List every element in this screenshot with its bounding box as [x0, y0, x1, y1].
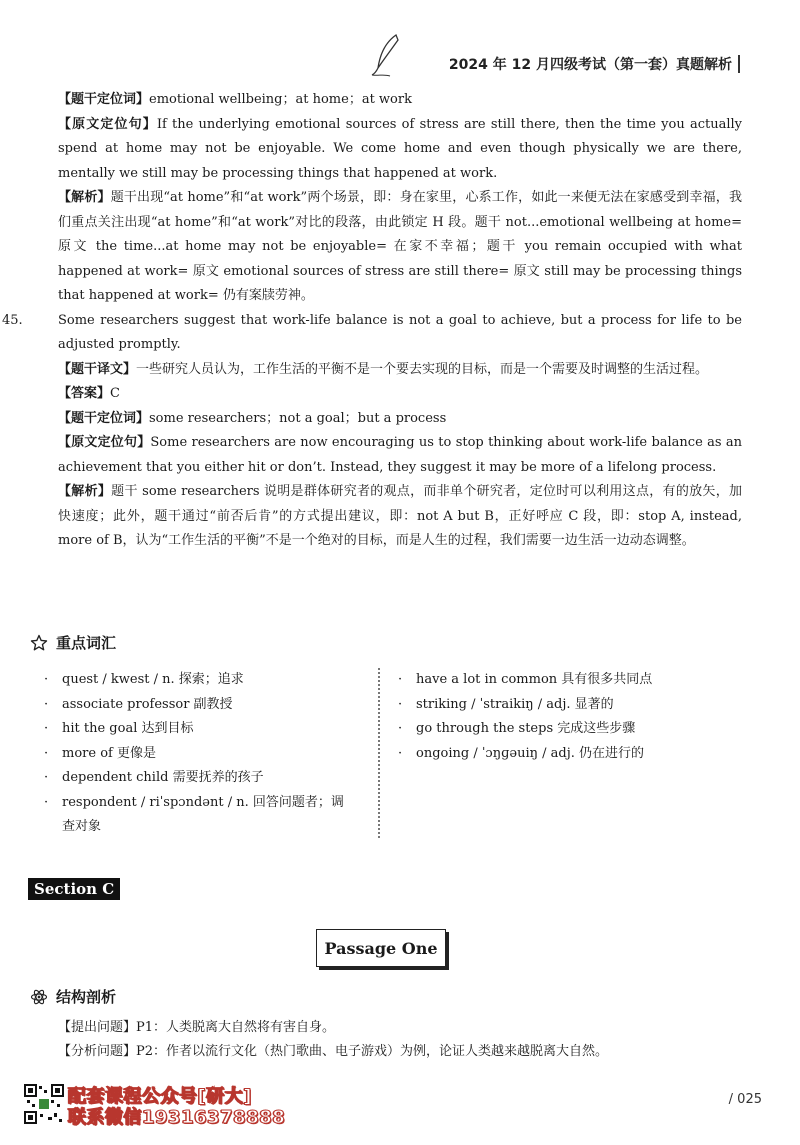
atom-icon	[30, 988, 48, 1006]
section-label: Section C	[28, 878, 120, 900]
qr-code-icon	[24, 1084, 64, 1124]
vocab-heading	[30, 632, 116, 653]
q44-source	[30, 113, 742, 187]
vocab-entry: more of 更像是	[62, 745, 156, 761]
structure-item	[58, 1040, 608, 1064]
vocab-entry: ongoing / ˈɔŋɡəuiŋ / adj. 仍在进行的	[416, 745, 645, 761]
structure-heading	[30, 986, 116, 1007]
locator-tag: 【题干定位词】	[58, 92, 150, 107]
analysis-text: 题干 some researchers 说明是群体研究者的观点，而非单个研究者，定位时可以利用这点，有的放矢，加快速度；此外，题干通过“前否后肯”的方式提出建议，即：not A but B，正好呼应 C 段，即：stop A, instead, more of B，认为“工作生活的平衡”不是一个绝对的目标，而是人生的过程，我们需要一边生活一边动态调整。	[58, 484, 742, 548]
vocab-item: · go through the steps 完成这些步骤	[398, 717, 718, 742]
main-content	[2, 88, 742, 554]
vocab-item: · hit the goal 达到目标	[44, 717, 364, 742]
q45-locator	[30, 407, 742, 432]
vocab-title: 重点词汇	[56, 634, 117, 652]
vocab-entry: dependent child 需要抚养的孩子	[62, 770, 264, 785]
q45-translation	[30, 358, 742, 383]
structure-text: P1：人类脱离大自然将有害自身。	[136, 1020, 336, 1035]
source-tag: 【原文定位句】	[58, 116, 157, 132]
page-number: / 025	[728, 1092, 762, 1107]
answer-tag: 【答案】	[58, 386, 111, 401]
structure-item	[58, 1016, 608, 1040]
question-text: Some researchers suggest that work-life balance is not a goal to achieve, but a process for life to be adjusted promptly.	[58, 312, 742, 352]
star-icon	[30, 634, 48, 652]
q44-analysis	[30, 186, 742, 309]
source-text: If the underlying emotional sources of stress are still there, then the time you actually spend at home may not be enjoyable. We come home and even though physically we are there, mentally we still may be processing things that happened at work.	[58, 116, 742, 181]
q45-source	[30, 431, 742, 480]
structure-tag: 【提出问题】	[58, 1020, 137, 1035]
feather-pen-icon	[368, 32, 408, 78]
vocab-entry: striking / ˈstraikiŋ / adj. 显著的	[416, 696, 614, 712]
q45-question	[2, 309, 742, 358]
page-header	[449, 52, 740, 76]
vocab-item: · dependent child 需要抚养的孩子	[44, 766, 364, 791]
analysis-text: 题干出现“at home”和“at work”两个场景，即：身在家里，心系工作，如此一来便无法在家感受到幸福，我们重点关注出现“at home”和“at work”对比的段落，由此锁定 H 段。题干 not...emotional wellbeing at home= 原文 the time...at home may not be enjoyable= 在家不幸福；题干 you remain occupied with what happened at work= 原文 emotional sources of stress are still there= 原文 still may be processing things that happened at work= 仍有案牍劳神。	[58, 190, 742, 303]
structure-list	[58, 1016, 608, 1064]
vocab-item: · ongoing / ˈɔŋɡəuiŋ / adj. 仍在进行的	[398, 742, 718, 767]
translation-text: 一些研究人员认为，工作生活的平衡不是一个要去实现的目标，而是一个需要及时调整的生活过程。	[136, 361, 709, 377]
analysis-tag: 【解析】	[58, 190, 111, 205]
vocab-item: · quest / kwest / n. 探索；追求	[44, 668, 364, 693]
structure-text: P2：作者以流行文化（热门歌曲、电子游戏）为例，论证人类越来越脱离大自然。	[136, 1044, 609, 1059]
promo-line-2: 联系微信19316378888	[68, 1107, 286, 1128]
vocab-item: · more of 更像是	[44, 742, 364, 767]
source-text: Some researchers are now encouraging us to stop thinking about work-life balance as an achievement that you either hit or don’t. Instead, they suggest it may be more of a lifelong process.	[58, 435, 742, 475]
vocab-item: · respondent / riˈspɔndənt / n. 回答问题者；调查对象	[44, 791, 364, 840]
vocab-entry: go through the steps 完成这些步骤	[416, 721, 636, 736]
vocab-entry: quest / kwest / n. 探索；追求	[62, 672, 244, 687]
question-number: 45.	[2, 312, 23, 328]
q45-analysis	[30, 480, 742, 554]
vocab-entry: have a lot in common 具有很多共同点	[416, 672, 653, 687]
structure-tag: 【分析问题】	[58, 1044, 137, 1059]
vocab-entry: hit the goal 达到目标	[62, 721, 194, 736]
vocab-divider	[378, 668, 380, 838]
vocab-entry: respondent / riˈspɔndənt / n. 回答问题者；调查对象	[62, 794, 344, 834]
q44-locator	[30, 88, 742, 113]
vocab-item: · have a lot in common 具有很多共同点	[398, 668, 718, 693]
vocab-entry: associate professor 副教授	[62, 696, 233, 712]
locator-text: some researchers；not a goal；but a process	[149, 410, 447, 426]
locator-text: emotional wellbeing；at home；at work	[149, 92, 412, 107]
vocab-list-left	[44, 668, 364, 840]
header-title: 2024 年 12 月四级考试（第一套）真题解析	[448, 57, 732, 73]
locator-tag: 【题干定位词】	[58, 410, 150, 426]
structure-title: 结构剖析	[56, 988, 117, 1006]
promo-line-1: 配套课程公众号[研大]	[68, 1086, 252, 1107]
passage-title: Passage One	[316, 929, 446, 967]
promo-banner	[68, 1086, 285, 1128]
analysis-tag: 【解析】	[58, 484, 112, 499]
vocab-item: · associate professor 副教授	[44, 693, 364, 718]
answer-text: C	[110, 386, 120, 401]
header-divider	[738, 55, 740, 73]
vocab-item: · striking / ˈstraikiŋ / adj. 显著的	[398, 693, 718, 718]
vocab-list-right	[398, 668, 718, 766]
source-tag: 【原文定位句】	[58, 435, 151, 450]
q45-answer	[30, 382, 742, 407]
translation-tag: 【题干译文】	[58, 361, 137, 377]
